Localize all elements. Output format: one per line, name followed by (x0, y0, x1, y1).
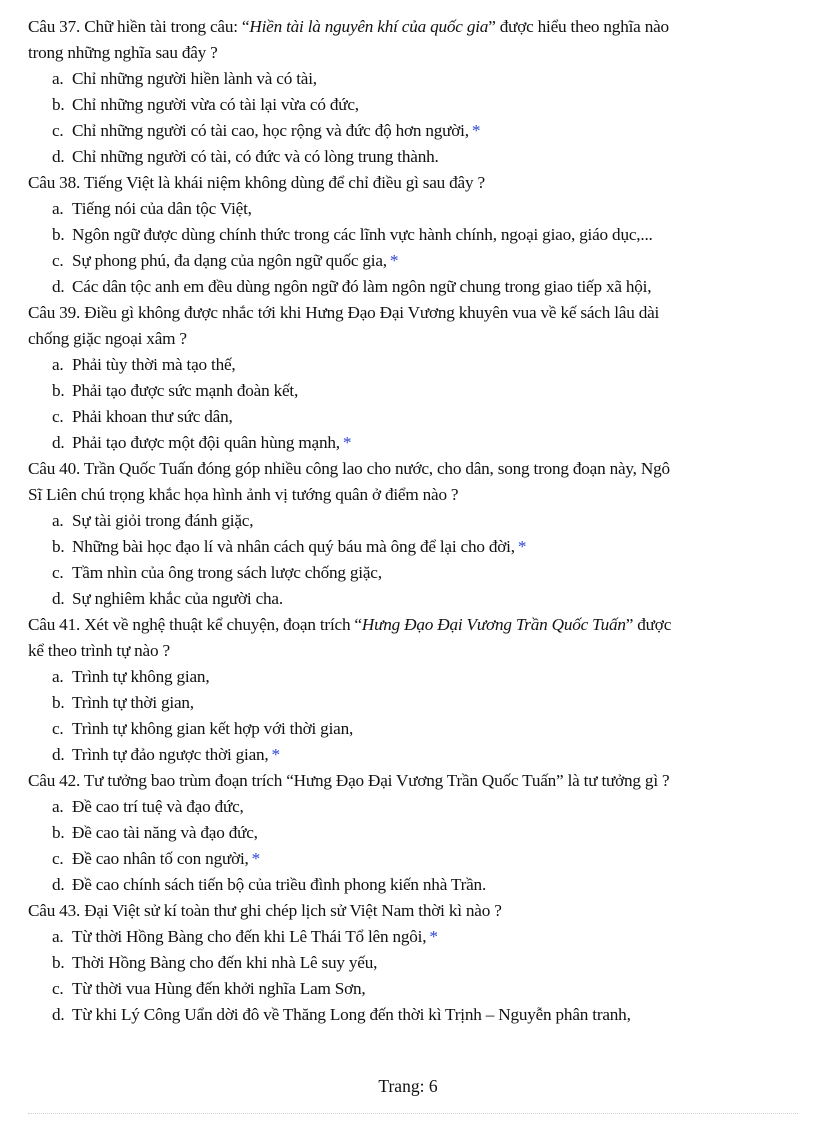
option-40d[interactable] (28, 586, 798, 612)
option-40a[interactable] (28, 508, 798, 534)
question-text: Xét về nghệ thuật kể chuyện, đoạn trích “ (84, 615, 362, 634)
question-38 (28, 170, 798, 196)
question-stem (28, 14, 798, 40)
option-letter: d. (52, 277, 65, 296)
question-41 (28, 612, 798, 664)
question-number: Câu 43. (28, 901, 81, 920)
option-letter: b. (52, 823, 65, 842)
option-43c[interactable] (28, 976, 798, 1002)
option-38a[interactable] (28, 196, 798, 222)
question-text: ” được hiểu theo nghĩa nào (488, 17, 669, 36)
option-letter: b. (52, 537, 65, 556)
option-text: Sự tài giỏi trong đánh giặc, (72, 511, 254, 530)
question-number: Câu 38. (28, 173, 81, 192)
answer-mark: * (342, 433, 352, 452)
option-41b[interactable] (28, 690, 798, 716)
option-text: Chỉ những người có tài, có đức và có lòng trung thành. (72, 147, 439, 166)
option-letter: b. (52, 381, 65, 400)
option-41c[interactable] (28, 716, 798, 742)
question-stem (28, 768, 798, 794)
option-text: Đề cao tài năng và đạo đức, (72, 823, 258, 842)
option-letter: a. (52, 797, 64, 816)
question-stem (28, 898, 798, 924)
quoted-phrase: Hiền tài là nguyên khí của quốc gia (249, 17, 489, 36)
question-number: Câu 37. (28, 17, 81, 36)
question-text: ” được (625, 615, 672, 634)
option-text: Đề cao nhân tố con người, (72, 849, 249, 868)
option-letter: d. (52, 589, 65, 608)
option-40c[interactable] (28, 560, 798, 586)
answer-mark: * (251, 849, 261, 868)
option-letter: a. (52, 69, 64, 88)
answer-mark: * (429, 927, 438, 946)
option-37d[interactable] (28, 144, 798, 170)
option-letter: b. (52, 225, 65, 244)
option-text: Đề cao trí tuệ và đạo đức, (72, 797, 244, 816)
option-text: Sự nghiêm khắc của người cha. (72, 589, 283, 608)
question-stem (28, 170, 798, 196)
option-letter: d. (52, 745, 65, 764)
option-text: Chỉ những người vừa có tài lại vừa có đức, (72, 95, 359, 114)
option-text: Các dân tộc anh em đều dùng ngôn ngữ đó làm ngôn ngữ chung trong giao tiếp xã hội, (72, 277, 652, 296)
option-letter: d. (52, 147, 65, 166)
option-39c[interactable] (28, 404, 798, 430)
page-footer: Trang: 6 (378, 1076, 438, 1096)
answer-mark: * (471, 121, 481, 140)
option-text: Những bài học đạo lí và nhân cách quý báu mà ông để lại cho đời, (72, 537, 515, 556)
option-39d[interactable] (28, 430, 798, 456)
option-text: Tiếng nói của dân tộc Việt, (72, 199, 252, 218)
answer-mark: * (389, 251, 399, 270)
option-letter: d. (52, 1005, 65, 1024)
question-text: Tiếng Việt là khái niệm không dùng để chỉ điều gì sau đây ? (83, 173, 485, 192)
option-text: Phải tạo được sức mạnh đoàn kết, (72, 381, 299, 400)
option-text: Trình tự không gian kết hợp với thời gian, (72, 719, 354, 738)
quoted-title: Hưng Đạo Đại Vương Trần Quốc Tuấn (361, 615, 626, 634)
question-text: Đại Việt sử kí toàn thư ghi chép lịch sử Việt Nam thời kì nào ? (84, 901, 502, 920)
option-text: Phải khoan thư sức dân, (72, 407, 233, 426)
option-letter: c. (52, 563, 64, 582)
question-stem (28, 300, 798, 326)
question-text: Chữ hiền tài trong câu: “ (84, 17, 250, 36)
option-text: Tầm nhìn của ông trong sách lược chống giặc, (72, 563, 382, 582)
question-42 (28, 768, 798, 794)
option-42a[interactable] (28, 794, 798, 820)
option-text: Trình tự đảo ngược thời gian, (72, 745, 269, 764)
option-text: Phải tùy thời mà tạo thế, (72, 355, 236, 374)
option-43d[interactable] (28, 1002, 798, 1028)
document-page (28, 14, 798, 1028)
question-text-cont: chống giặc ngoại xâm ? (28, 329, 187, 348)
option-text: Sự phong phú, đa dạng của ngôn ngữ quốc gia, (72, 251, 387, 270)
option-text: Phải tạo được một đội quân hùng mạnh, (72, 433, 340, 452)
option-letter: d. (52, 875, 65, 894)
question-number: Câu 42. (28, 771, 81, 790)
question-text: Trần Quốc Tuấn đóng góp nhiều công lao cho nước, cho dân, song trong đoạn này, Ngô (83, 459, 670, 478)
option-text: Từ thời Hồng Bàng cho đến khi Lê Thái Tổ lên ngôi, (72, 927, 427, 946)
option-text: Chỉ những người có tài cao, học rộng và đức độ hơn người, (72, 121, 469, 140)
option-41d[interactable] (28, 742, 798, 768)
option-39a[interactable] (28, 352, 798, 378)
option-42b[interactable] (28, 820, 798, 846)
option-letter: c. (52, 719, 64, 738)
option-letter: c. (52, 979, 64, 998)
option-text: Thời Hồng Bàng cho đến khi nhà Lê suy yếu, (72, 953, 378, 972)
question-stem (28, 612, 798, 638)
option-text: Từ khi Lý Công Uẩn dời đô về Thăng Long đến thời kì Trịnh – Nguyễn phân tranh, (72, 1005, 631, 1024)
option-letter: a. (52, 199, 64, 218)
question-text: Điều gì không được nhắc tới khi Hưng Đạo Đại Vương khuyên vua về kế sách lâu dài (84, 303, 660, 322)
option-letter: b. (52, 953, 65, 972)
question-text-cont: Sĩ Liên chú trọng khắc họa hình ảnh vị tướng quân ở điểm nào ? (28, 485, 459, 504)
option-41a[interactable] (28, 664, 798, 690)
question-text-cont: kể theo trình tự nào ? (28, 641, 170, 660)
option-text: Đề cao chính sách tiến bộ của triều đình phong kiến nhà Trần. (72, 875, 487, 894)
option-letter: c. (52, 251, 64, 270)
option-letter: d. (52, 433, 65, 452)
option-43a[interactable] (28, 924, 798, 950)
option-letter: a. (52, 355, 64, 374)
option-letter: a. (52, 667, 64, 686)
question-39 (28, 300, 798, 352)
option-38c[interactable] (28, 248, 798, 274)
option-37c[interactable] (28, 118, 798, 144)
option-42c[interactable] (28, 846, 798, 872)
option-letter: a. (52, 511, 64, 530)
option-39b[interactable] (28, 378, 798, 404)
footer-divider (28, 1113, 798, 1114)
option-37a[interactable] (28, 66, 798, 92)
question-number: Câu 41. (28, 615, 81, 634)
question-text: Tư tưởng bao trùm đoạn trích “Hưng Đạo Đại Vương Trần Quốc Tuấn” là tư tưởng gì ? (83, 771, 670, 790)
answer-mark: * (517, 537, 527, 556)
question-37 (28, 14, 798, 66)
option-37b[interactable] (28, 92, 798, 118)
option-38b[interactable] (28, 222, 798, 248)
option-40b[interactable] (28, 534, 798, 560)
option-text: Trình tự không gian, (72, 667, 210, 686)
question-number: Câu 40. (28, 459, 81, 478)
option-38d[interactable] (28, 274, 798, 300)
option-letter: a. (52, 927, 64, 946)
question-43 (28, 898, 798, 924)
answer-mark: * (271, 745, 280, 764)
option-text: Ngôn ngữ được dùng chính thức trong các lĩnh vực hành chính, ngoại giao, giáo dục,... (72, 225, 653, 244)
option-text: Chỉ những người hiền lành và có tài, (72, 69, 317, 88)
option-letter: c. (52, 407, 64, 426)
option-letter: c. (52, 121, 64, 140)
option-letter: c. (52, 849, 64, 868)
option-text: Trình tự thời gian, (72, 693, 194, 712)
question-stem (28, 456, 798, 482)
question-text-cont: trong những nghĩa sau đây ? (28, 43, 218, 62)
option-text: Từ thời vua Hùng đến khởi nghĩa Lam Sơn, (72, 979, 366, 998)
option-43b[interactable] (28, 950, 798, 976)
option-letter: b. (52, 693, 65, 712)
option-42d[interactable] (28, 872, 798, 898)
option-letter: b. (52, 95, 65, 114)
question-40 (28, 456, 798, 508)
question-number: Câu 39. (28, 303, 81, 322)
